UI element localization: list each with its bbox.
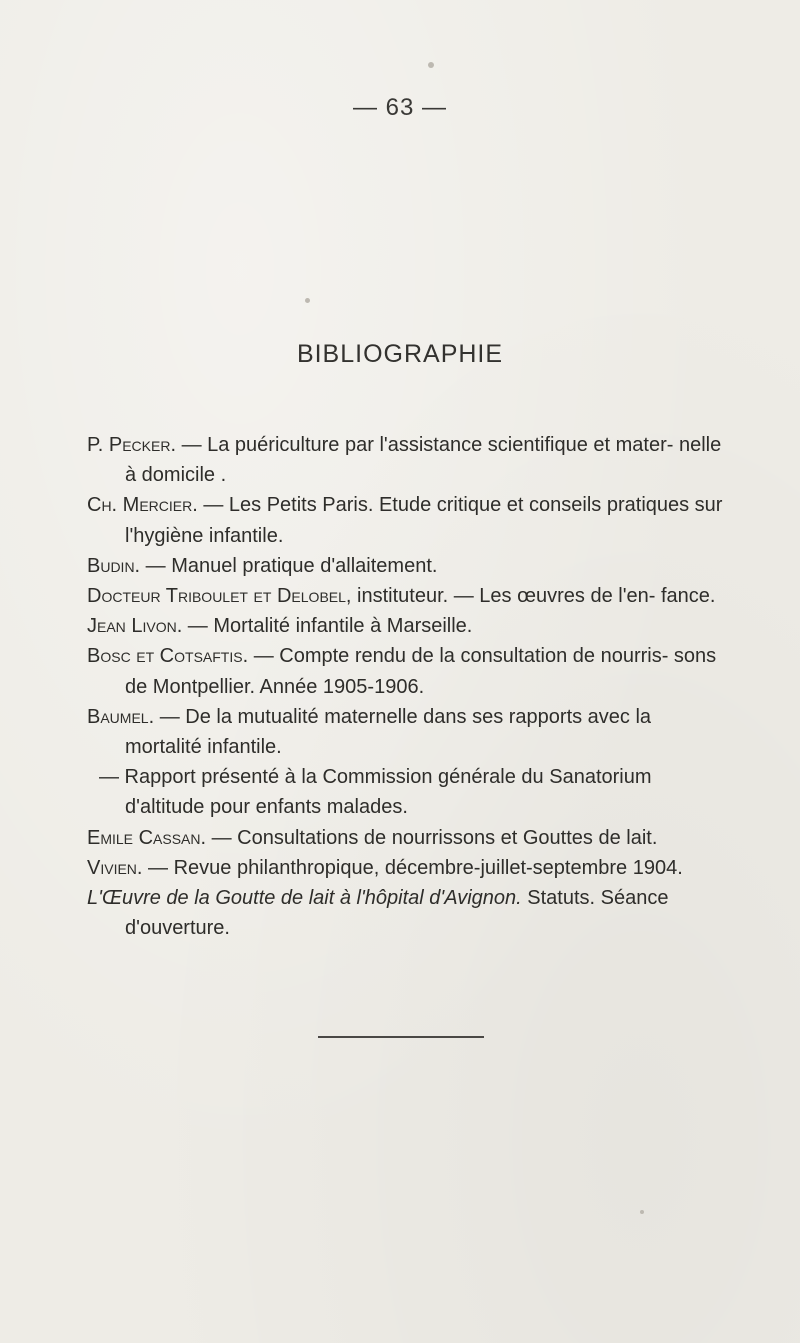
entry-text: — Consultations de nourrissons et Gouttes de lait.	[206, 826, 658, 849]
entry-author: Jean Livon.	[87, 615, 183, 638]
page-title: BIBLIOGRAPHIE	[296, 340, 504, 368]
entry-author: Budin.	[87, 554, 141, 577]
entry-text: — Revue philanthropique, décembre-juillet-septembre 1904.	[142, 856, 683, 879]
bibliography-entry	[87, 853, 727, 883]
bibliography-entry	[87, 823, 727, 853]
entry-text: — Compte rendu de la consultation de nourris- sons de Montpellier. Année 1905-1906.	[125, 645, 717, 698]
entry-author: Emile Cassan.	[87, 826, 207, 849]
paper-speck	[428, 62, 434, 68]
bibliography-entry-continued	[87, 762, 727, 822]
paper-speck	[305, 298, 310, 303]
entry-text: — La puériculture par l'assistance scientifique et mater- nelle à domicile .	[125, 434, 722, 487]
entry-author: Ch. Mercier.	[87, 494, 198, 517]
entry-author: Docteur Triboulet et Delobel,	[87, 585, 352, 608]
bibliography-entry	[87, 490, 727, 550]
entry-text: instituteur. — Les œuvres de l'en- fance.	[351, 585, 716, 608]
bibliography-entry	[87, 611, 727, 641]
bibliography-entry	[87, 702, 727, 762]
entry-title: L'Œuvre de la Goutte de lait à l'hôpital d'Avignon.	[87, 887, 522, 910]
bibliography-entry	[87, 430, 727, 490]
end-divider	[318, 1036, 484, 1038]
entry-author: P. Pecker.	[87, 434, 177, 456]
bibliography-entry	[87, 551, 727, 581]
bibliography-entry	[87, 581, 727, 611]
bibliography-entry	[87, 641, 727, 701]
paper-speck	[640, 1210, 644, 1214]
entry-text: — Les Petits Paris. Etude critique et conseils pratiques sur l'hygiène infantile.	[125, 494, 723, 547]
entry-text: — Mortalité infantile à Marseille.	[182, 615, 473, 638]
page-number: — 63 —	[352, 94, 448, 121]
entry-text: Statuts. Séance d'ouverture.	[125, 887, 669, 940]
entry-text: — Manuel pratique d'allaitement.	[140, 554, 438, 577]
entry-text: — Rapport présenté à la Commission générale du Sanatorium d'altitude pour enfants malades.	[99, 766, 652, 819]
entry-author: Vivien.	[87, 856, 143, 879]
entry-text: — De la mutualité maternelle dans ses rapports avec la mortalité infantile.	[125, 705, 652, 759]
bibliography-list	[87, 430, 727, 943]
bibliography-entry	[87, 883, 727, 943]
entry-author: Baumel.	[87, 705, 155, 728]
entry-author: Bosc et Cotsaftis.	[87, 645, 249, 668]
